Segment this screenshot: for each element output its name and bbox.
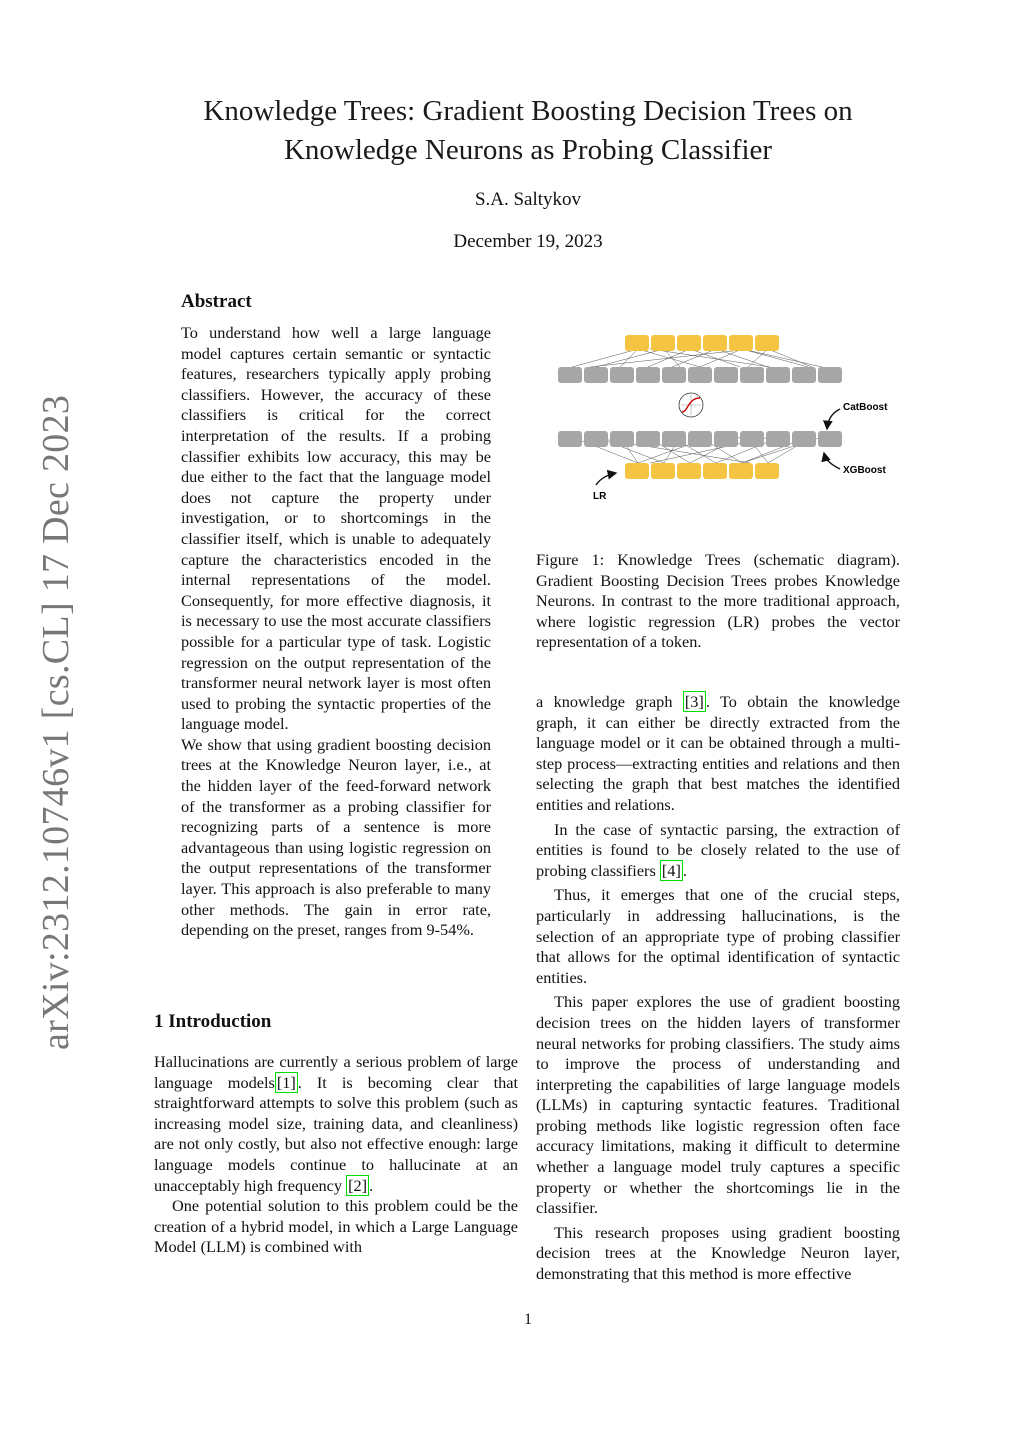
paragraph: [536, 692, 900, 816]
text-span: In the case of syntactic parsing, the extraction of entities is found to be closely related to the use of probing classifiers: [536, 819, 900, 880]
citation-link[interactable]: [4]: [661, 860, 681, 880]
abstract-paragraph: We show that using gradient boosting decision trees at the Knowledge Neuron layer, i.e., at the hidden layer of the feed-forward network of the transformer as a probing classifier for recognizing parts of a sentence is more advantageous than using logistic regression on the output representations of the transformer layer. This approach is also preferable to many other methods. The gain in error rate, depending on the preset, ranges from 9-54%.: [181, 734, 491, 940]
text-span: . It is becoming clear that straightforward attempts to solve this problem (such as increasing model size, training data, and cleanliness) are not only costly, but also not effective enough: large language models continue to hallucinate at an unacceptably high frequency: [154, 1072, 518, 1195]
label-lr: LR: [593, 491, 607, 502]
paragraph: [154, 1052, 518, 1196]
author: S.A. Saltykov: [474, 189, 582, 210]
vector-layer-top: [558, 367, 842, 383]
citation-link[interactable]: [3]: [684, 692, 704, 711]
figure-knowledge-trees-diagram: [550, 325, 900, 515]
title-line-2: Knowledge Neurons as Probing Classifier: [283, 134, 773, 166]
knowledge-neurons-top: [625, 335, 779, 351]
catboost-arrow: [827, 409, 840, 429]
introduction-body: [154, 1052, 518, 1258]
text-span: Hallucinations are currently a serious problem of large language models: [154, 1052, 518, 1092]
vector-layer-bottom: [558, 431, 842, 447]
right-column-body: [536, 692, 900, 1289]
abstract-heading: Abstract: [181, 291, 252, 312]
label-catboost: CatBoost: [843, 402, 888, 413]
arxiv-identifier: arXiv:2312.10746v1 [cs.CL] 17 Dec 2023: [35, 394, 77, 1050]
paragraph: Thus, it emerges that one of the crucial steps, particularly in addressing hallucinations, is the selection of an appropriate type of probing classifier that allows for the optimal identification of syntactic entities.: [536, 885, 900, 987]
citation-link[interactable]: [2]: [348, 1175, 368, 1195]
text-span: . To obtain the knowledge graph, it can either be directly extracted from the language model or it can be obtained through a multi-step process—extracting entities and relations and then selecting the graph that best matches the identified entities and relations.: [536, 692, 901, 814]
knowledge-neurons-bottom: [625, 463, 779, 479]
figure-caption: Figure 1: Knowledge Trees (schematic diagram). Gradient Boosting Decision Trees probes Knowledge Neurons. In contrast to the more traditional approach, where logistic regression (LR) probes the vector representation of a token.: [536, 550, 900, 652]
section-heading-introduction: 1 Introduction: [154, 1011, 272, 1032]
abstract-paragraph: To understand how well a large language model captures certain semantic or syntactic features, researchers typically apply probing classifiers. However, the accuracy of these classifiers is critical for the correct interpretation of the results. If a probing classifier exhibits low accuracy, this may be due either to the fact that the language model does not capture the property under investigation, or to shortcomings in the classifier itself, which is unable to adequately capture the characteristics encoded in the internal representations of the model. Consequently, for more effective diagnosis, it is necessary to use the most accurate classifiers possible for a particular type of task. Logistic regression on the output representation of the transformer neural network layer is most often used to probing the syntactic properties of the language model.: [181, 323, 491, 734]
paper-title: [0, 92, 1024, 170]
page-number: 1: [524, 1311, 532, 1328]
text-span: .: [369, 1175, 374, 1195]
date: December 19, 2023: [453, 231, 603, 252]
text-span: a knowledge graph: [536, 692, 683, 711]
paragraph: This paper explores the use of gradient boosting decision trees on the hidden layers of transformer neural networks for probing classifiers. The study aims to improve the process of understanding and interpreting the capabilities of large language models (LLMs) in capturing syntactic features. Traditional probing methods like logistic regression often face accuracy limitations, making it difficult to determine whether a language model truly captures a specific property or whether the shortcomings lie in the classifier.: [536, 992, 900, 1218]
paragraph: One potential solution to this problem could be the creation of a hybrid model, in which a Large Language Model (LLM) is combined with: [154, 1196, 518, 1257]
lr-arrow: [596, 473, 616, 485]
text-span: .: [682, 860, 687, 880]
paragraph: This research proposes using gradient boosting decision trees at the Knowledge Neuron layer, demonstrating that this method is more effective: [536, 1222, 900, 1284]
sigmoid-activation-icon: [679, 393, 703, 417]
abstract-body: [181, 323, 491, 941]
paragraph: [536, 820, 900, 882]
xgboost-arrow: [824, 453, 840, 469]
citation-link[interactable]: [1]: [276, 1072, 296, 1092]
title-line-1: Knowledge Trees: Gradient Boosting Decision Trees on: [203, 95, 853, 127]
label-xgboost: XGBoost: [843, 465, 886, 476]
